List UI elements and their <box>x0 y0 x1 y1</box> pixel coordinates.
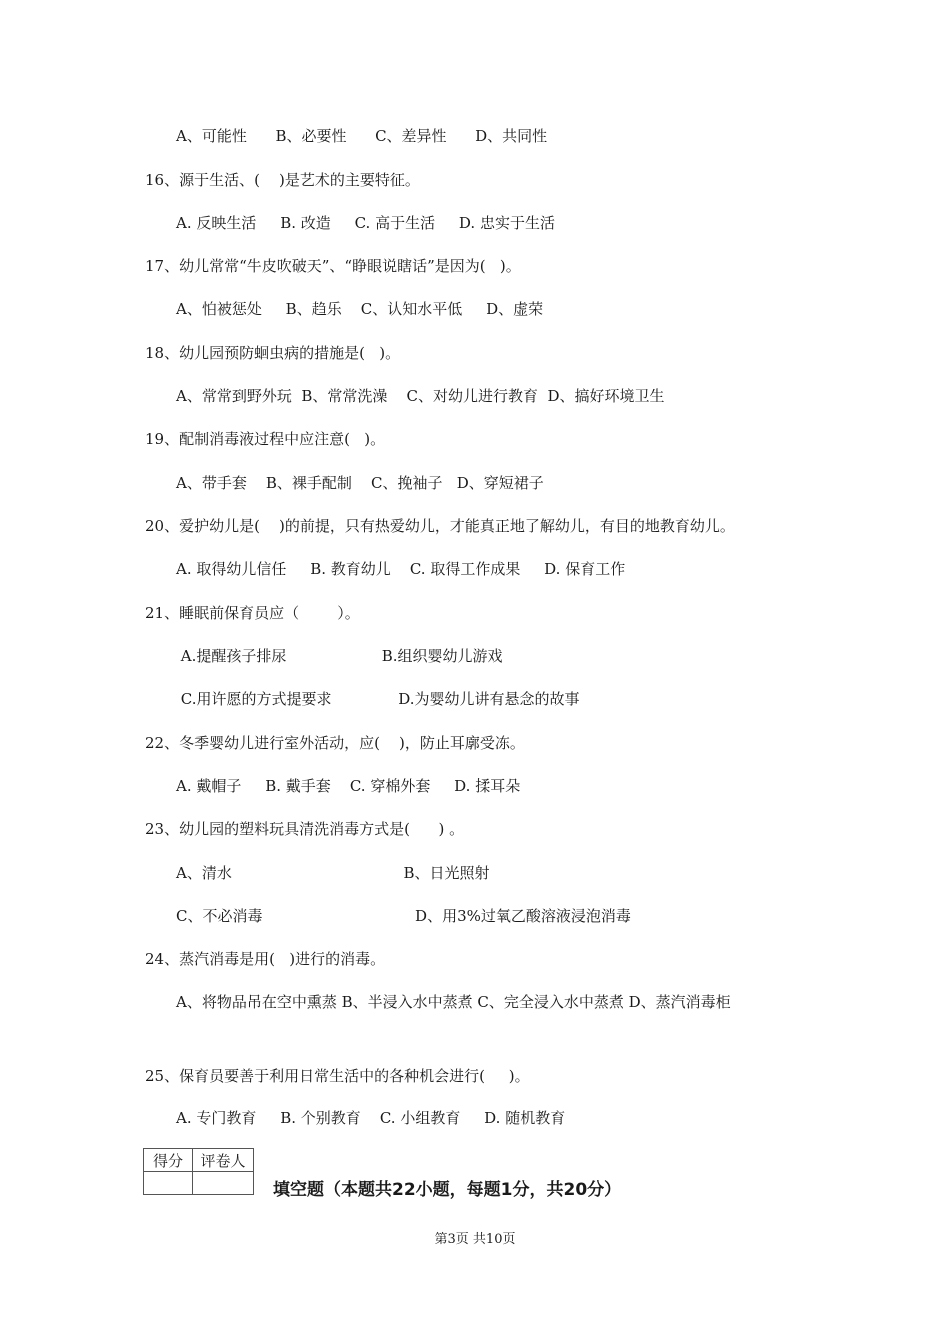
q22-options: A. 戴帽子 B. 戴手套 C. 穿棉外套 D. 揉耳朵 <box>176 777 521 795</box>
question-21: 21、睡眠前保育员应（ ）。 <box>145 604 360 622</box>
q21-options-ab: A.提醒孩子排尿 B.组织婴幼儿游戏 <box>176 647 503 665</box>
question-24: 24、蒸汽消毒是用( )进行的消毒。 <box>145 950 386 968</box>
question-19: 19、配制消毒液过程中应注意( )。 <box>145 430 386 448</box>
question-16: 16、源于生活、( )是艺术的主要特征。 <box>145 171 420 189</box>
score-cell <box>144 1172 193 1195</box>
q18-options: A、常常到野外玩 B、常常洗澡 C、对幼儿进行教育 D、搞好环境卫生 <box>176 387 665 405</box>
q21-options-cd: C.用许愿的方式提要求 D.为婴幼儿讲有悬念的故事 <box>176 690 580 708</box>
q19-options: A、带手套 B、裸手配制 C、挽袖子 D、穿短裙子 <box>176 474 544 492</box>
section-title: 填空题（本题共22小题，每题1分，共20分） <box>273 1180 622 1200</box>
q24-options: A、将物品吊在空中熏蒸 B、半浸入水中蒸煮 C、完全浸入水中蒸煮 D、蒸汽消毒柜 <box>176 993 731 1011</box>
q20-options: A. 取得幼儿信任 B. 教育幼儿 C. 取得工作成果 D. 保育工作 <box>176 560 626 578</box>
q17-options: A、怕被惩处 B、趋乐 C、认知水平低 D、虚荣 <box>176 300 544 318</box>
score-box <box>143 1148 254 1195</box>
q23-options-ab: A、清水 B、日光照射 <box>176 864 490 882</box>
q23-options-cd: C、不必消毒 D、用3%过氧乙酸溶液浸泡消毒 <box>176 907 631 925</box>
grader-cell <box>193 1172 254 1195</box>
q16-options: A. 反映生活 B. 改造 C. 高于生活 D. 忠实于生活 <box>176 214 555 232</box>
question-18: 18、幼儿园预防蛔虫病的措施是( )。 <box>145 344 401 362</box>
page-footer: 第3页 共10页 <box>434 1232 516 1247</box>
question-23: 23、幼儿园的塑料玩具清洗消毒方式是( ) 。 <box>145 820 465 838</box>
question-17: 17、幼儿常常“牛皮吹破天”、“睁眼说瞎话”是因为( )。 <box>145 257 521 275</box>
question-25: 25、保育员要善于利用日常生活中的各种机会进行( )。 <box>145 1067 530 1085</box>
q15-options: A、可能性 B、必要性 C、差异性 D、共同性 <box>176 127 548 145</box>
question-20: 20、爱护幼儿是( )的前提，只有热爱幼儿，才能真正地了解幼儿，有目的地教育幼儿。 <box>145 517 735 535</box>
score-label: 得分 <box>144 1149 193 1172</box>
q25-options: A. 专门教育 B. 个别教育 C. 小组教育 D. 随机教育 <box>176 1109 566 1127</box>
question-22: 22、冬季婴幼儿进行室外活动，应( )，防止耳廓受冻。 <box>145 734 525 752</box>
grader-label: 评卷人 <box>193 1149 254 1172</box>
